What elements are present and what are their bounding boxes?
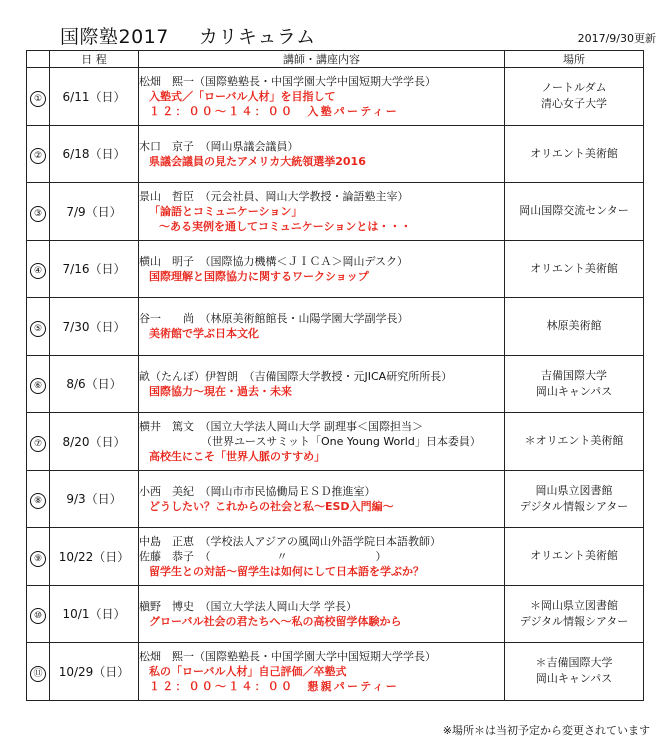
curriculum-table [26, 50, 644, 701]
session-content [139, 413, 505, 471]
venue-line: ノートルダム [541, 81, 607, 95]
session-number: ⑪ [30, 666, 46, 682]
table-row [27, 470, 644, 528]
page-title [60, 22, 316, 49]
session-number: ③ [30, 206, 46, 222]
table-row [27, 585, 644, 643]
table-row [27, 125, 644, 183]
session-content [139, 125, 505, 183]
lecturer-line: 横山 明子 （国際協力機構＜ＪＩＣＡ＞岡山デスク） [139, 254, 409, 268]
session-content [139, 240, 505, 298]
updated-date: 2017/9/30更新 [577, 32, 656, 45]
session-venue [505, 585, 644, 643]
topic-line: ～ある実例を通してコミュニケーションとは・・・ [159, 219, 412, 233]
lecturer-line: 松畑 熙一（国際塾塾長・中国学園大学中国短期大学学長） [139, 74, 436, 88]
venue-line: 岡山県立図書館 [535, 483, 613, 497]
lecturer-line: 中島 正恵 （学校法人アジアの風岡山外語学院日本語教師） [139, 534, 442, 548]
venue-line: 林原美術館 [546, 319, 602, 333]
venue-line: 岡山国際交流センター [519, 204, 629, 218]
topic-line: 「論語とコミュニケーション」 [149, 204, 303, 218]
session-number: ⑤ [30, 321, 46, 337]
session-date: 9/3（日） [50, 470, 139, 528]
session-date: 6/11（日） [50, 68, 139, 126]
venue-line: オリエント美術館 [530, 261, 618, 275]
venue-line: ＊オリエント美術館 [524, 434, 624, 448]
lecturer-line: 佐藤 恭子 （ 〃 ） [139, 549, 387, 563]
table-row [27, 413, 644, 471]
session-date: 10/1（日） [50, 585, 139, 643]
header-venue: 場所 [505, 51, 644, 68]
venue-line: 岡山キャンパス [535, 384, 613, 398]
topic-line: グローバル社会の君たちへ～私の高校留学体験から [149, 614, 402, 628]
venue-line: オリエント美術館 [530, 146, 618, 160]
table-row [27, 528, 644, 586]
session-date: 7/30（日） [50, 298, 139, 356]
venue-line: 清心女子大学 [541, 97, 607, 111]
lecturer-line: 槇野 博史 （国立大学法人岡山大学 学長） [139, 599, 357, 613]
session-date: 8/6（日） [50, 355, 139, 413]
session-content [139, 298, 505, 356]
topic-line: 入塾式／「ローバル人材」を目指して [149, 89, 336, 103]
session-venue [505, 125, 644, 183]
session-date: 8/20（日） [50, 413, 139, 471]
table-row [27, 183, 644, 241]
title-main: カリキュラム [198, 26, 316, 48]
header-content: 講師・講座内容 [139, 51, 505, 68]
venue-line: ＊吉備国際大学 [535, 656, 613, 670]
session-date: 6/18（日） [50, 125, 139, 183]
session-venue [505, 68, 644, 126]
session-venue [505, 183, 644, 241]
topic-line: １２：００～１４：００ 入塾パーティー [149, 104, 399, 118]
venue-line: 岡山キャンパス [535, 672, 613, 686]
topic-line: 私の「ローバル人材」自己評価／卒塾式 [149, 664, 347, 678]
topic-line: 県議会議員の見たアメリカ大統領選挙2016 [149, 154, 366, 168]
session-number: ⑥ [30, 378, 46, 394]
session-venue [505, 413, 644, 471]
venue-line: デジタル情報シアター [519, 499, 629, 513]
header-date: 日 程 [50, 51, 139, 68]
title-org: 国際塾2017 [60, 26, 169, 48]
lecturer-line: 横井 篤文 （国立大学法人岡山大学 副理事＜国際担当＞ [139, 419, 423, 433]
lecturer-line: 景山 哲臣 （元会社員、岡山大学教授・論語塾主宰） [139, 189, 409, 203]
session-content [139, 528, 505, 586]
venue-line: 吉備国際大学 [541, 368, 607, 382]
lecturer-line: （世界ユースサミット「One Young World」日本委員） [201, 434, 481, 448]
session-content [139, 643, 505, 701]
table-row [27, 355, 644, 413]
topic-line: １２：００～１４：００ 懇親パーティー [149, 679, 399, 693]
session-number: ⑩ [30, 608, 46, 624]
lecturer-line: 谷一 尚 （林原美術館館長・山陽学園大学副学長） [139, 312, 409, 326]
session-date: 7/16（日） [50, 240, 139, 298]
session-content [139, 470, 505, 528]
session-venue [505, 643, 644, 701]
lecturer-line: 松畑 熙一（国際塾塾長・中国学園大学中国短期大学学長） [139, 649, 436, 663]
session-number: ① [30, 91, 46, 107]
venue-line: デジタル情報シアター [519, 614, 629, 628]
topic-line: 美術館で学ぶ日本文化 [149, 327, 259, 341]
session-number: ⑧ [30, 493, 46, 509]
table-row [27, 240, 644, 298]
lecturer-line: 木口 京子 （岡山県議会議員） [139, 139, 299, 153]
topic-line: 留学生との対話～留学生は如何にして日本語を学ぶか？ [149, 564, 424, 578]
session-date: 10/22（日） [50, 528, 139, 586]
session-date: 7/9（日） [50, 183, 139, 241]
session-content [139, 355, 505, 413]
table-row [27, 298, 644, 356]
topic-line: 高校生にこそ「世界人脈のすすめ」 [149, 449, 326, 463]
session-content [139, 68, 505, 126]
lecturer-line: 小西 美紀 （岡山市市民協働局ＥＳＤ推進室） [139, 484, 376, 498]
session-number: ⑨ [30, 551, 46, 567]
session-number: ② [30, 148, 46, 164]
session-venue [505, 528, 644, 586]
lecturer-line: 畝（たんぼ）伊智朗 （吉備国際大学教授・元JICA研究所所長） [139, 369, 453, 383]
session-venue [505, 240, 644, 298]
table-header-row [27, 51, 644, 68]
session-number: ⑦ [30, 436, 46, 452]
header-number [27, 51, 50, 68]
table-row [27, 643, 644, 701]
topic-line: 国際協力～現在・過去・未来 [149, 384, 292, 398]
session-content [139, 183, 505, 241]
table-row [27, 68, 644, 126]
footnote: ※場所＊は当初予定から変更されています [442, 724, 650, 737]
session-number: ④ [30, 263, 46, 279]
venue-line: オリエント美術館 [530, 549, 618, 563]
session-venue [505, 298, 644, 356]
venue-line: ＊岡山県立図書館 [530, 598, 618, 612]
session-content [139, 585, 505, 643]
topic-line: どうしたい？これからの社会と私～ESD入門編～ [149, 499, 394, 513]
session-venue [505, 355, 644, 413]
session-date: 10/29（日） [50, 643, 139, 701]
session-venue [505, 470, 644, 528]
topic-line: 国際理解と国際協力に関するワークショップ [149, 269, 369, 283]
